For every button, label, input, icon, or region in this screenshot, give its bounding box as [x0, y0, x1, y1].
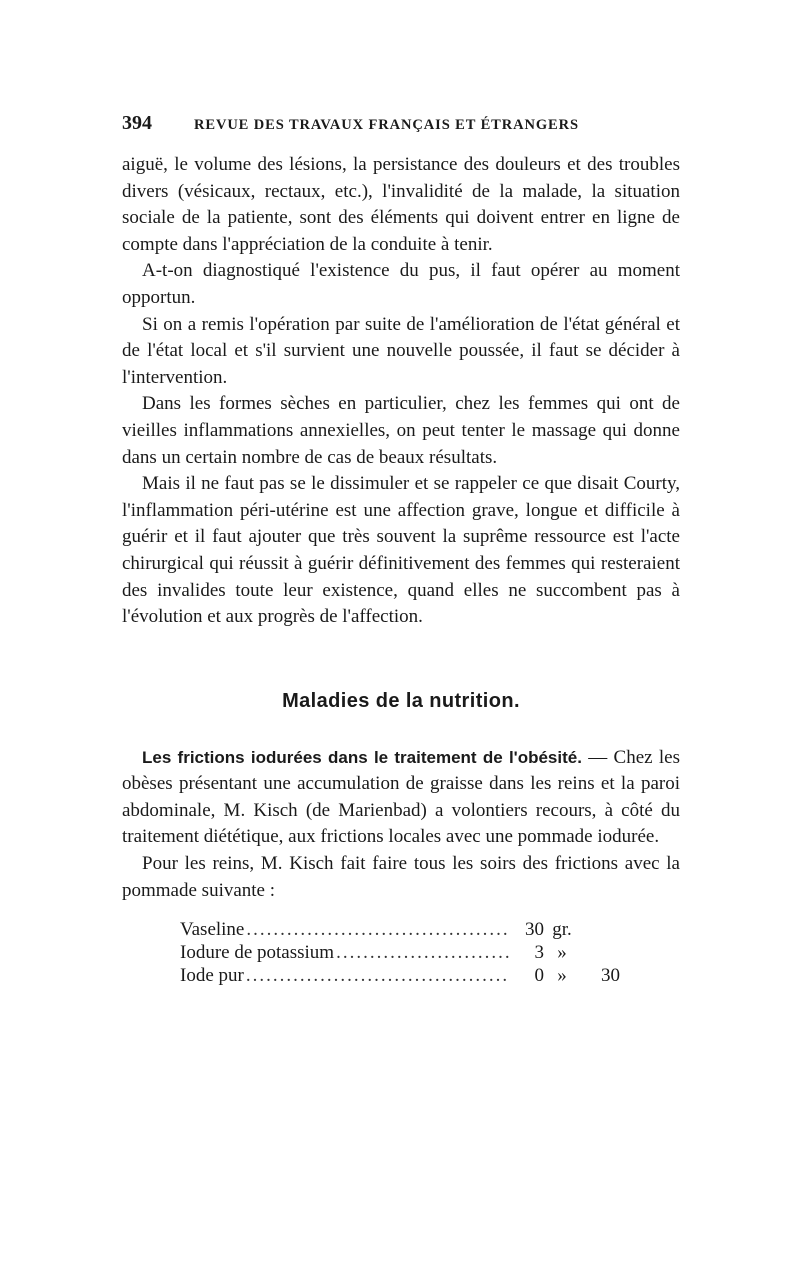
recipe-ingredient: Vaseline — [180, 919, 245, 941]
recipe-row — [180, 941, 620, 964]
dot-leader — [246, 964, 510, 987]
page — [122, 112, 680, 987]
section-heading: Maladies de la nutrition. — [282, 689, 520, 712]
recipe-row — [180, 964, 620, 987]
recipe-ingredient: Iodure de potassium — [180, 942, 335, 964]
recipe-list — [180, 918, 620, 987]
running-head — [122, 112, 680, 152]
paragraph-1: aiguë, le volume des lésions, la persistance des douleurs et des troubles divers (vésicaux, rectaux, etc.), l'invalidité de la malade, la situation sociale de la patiente, sont des éléments qui doivent entrer en ligne de compte dans l'appréciation de la conduite à tenir. — [122, 154, 680, 255]
paragraph-4: Dans les formes sèches en particulier, chez les femmes qui ont de vieilles inflammations annexielles, on peut tenter le massage qui donne dans un certain nombre de cas de beaux résultats. — [122, 393, 680, 468]
recipe-fraction: 30 — [601, 965, 620, 987]
recipe-ingredient: Iode pur — [180, 965, 244, 987]
recipe-amount: 30 — [525, 919, 544, 941]
dot-leader — [336, 941, 510, 964]
paragraph-3: Si on a remis l'opération par suite de l'amélioration de l'état général et de l'état local et s'il survient une nouvelle poussée, il faut se décider à l'intervention. — [122, 313, 680, 388]
recipe-unit: » — [557, 942, 567, 964]
paragraph-5: Mais il ne faut pas se le dissimuler et se rappeler ce que disait Courty, l'inflammation péri-utérine est une affection grave, longue et difficile à guérir et il faut ajouter que très souvent la suprême ressource est l'acte chirurgical qui réussit à guérir définitivement des femmes qui resteraient des invalides toute leur existence, quand elles ne succombent pas à l'évolution et aux progrès de l'affection. — [122, 473, 680, 628]
running-title: REVUE DES TRAVAUX FRANÇAIS ET ÉTRANGERS — [194, 117, 579, 133]
recipe-amount: 3 — [534, 942, 544, 964]
article-paragraph-2: Pour les reins, M. Kisch fait faire tous les soirs des frictions avec la pommade suivante : — [122, 853, 680, 901]
paragraph-2: A-t-on diagnostiqué l'existence du pus, il faut opérer au moment opportun. — [122, 260, 680, 308]
recipe-unit: » — [557, 965, 567, 987]
dot-leader — [246, 918, 510, 941]
recipe-row — [180, 918, 620, 941]
article-lead-text: — Chez les obèses présentant une accumulation de graisse dans les reins et la paroi abdominale, M. Kisch (de Marienbad) a volontiers recours, à côté du traitement diététique, aux frictions locales avec une pommade iodurée. — [122, 746, 680, 848]
recipe-unit: gr. — [552, 919, 572, 941]
article-paragraph-1 — [122, 745, 680, 851]
article-title: Les frictions iodurées dans le traitement de l'obésité. — [142, 747, 582, 767]
recipe-amount: 0 — [534, 965, 544, 987]
article — [122, 745, 680, 905]
page-number: 394 — [122, 112, 152, 134]
